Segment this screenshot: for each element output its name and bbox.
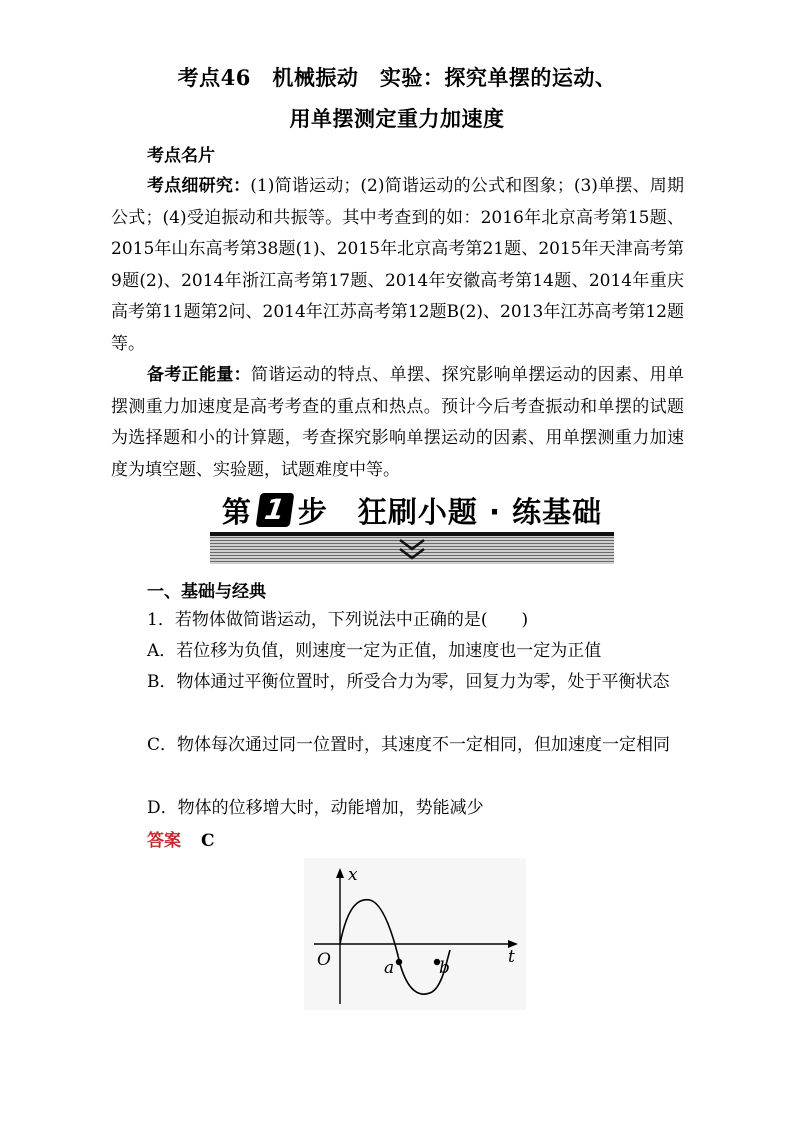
- option-c: C．物体每次通过同一位置时，其速度不一定相同，但加速度一定相同: [147, 735, 671, 755]
- intro-detail-paragraph: [111, 171, 684, 360]
- detail-text: (1)简谐运动；(2)简谐运动的公式和图象；(3)单摆、周期公式；(4)受迫振动和共振等。其中考查到的如：2016年北京高考第15题、2015年山东高考第38题(1)、2015年北京高考第21题、2015年天津高考第9题(2)、2014年浙江高考第17题、2014年安徽高考第14题、2014年重庆高考第11题第2问、2014年江苏高考第12题B(2)、2013年江苏高考第12题等。: [111, 176, 684, 354]
- point-b-label: b: [439, 958, 450, 978]
- banner-prefix: 第: [221, 494, 252, 529]
- step-number-badge: 1: [256, 493, 295, 527]
- detail-label: 考点细研究：: [147, 176, 251, 196]
- graph-background: [304, 858, 526, 1010]
- prep-label: 备考正能量：: [147, 365, 251, 385]
- x-axis-label: x: [348, 865, 358, 885]
- answer-label: 答案: [147, 831, 181, 851]
- point-a-marker: [396, 959, 402, 965]
- displacement-time-graph: [304, 858, 526, 1010]
- t-axis-label: t: [508, 947, 515, 967]
- banner-top-rule: [210, 532, 614, 536]
- option-d: D．物体的位移增大时，动能增加，势能减少: [147, 798, 484, 818]
- step-banner: [210, 486, 614, 568]
- option-b: B．物体通过平衡位置时，所受合力为零，回复力为零，处于平衡状态: [147, 672, 670, 692]
- page-title-line-1: 考点46 机械振动 实验：探究单摆的运动、: [177, 65, 617, 90]
- page-title-line-2: 用单摆测定重力加速度: [289, 106, 505, 131]
- answer-value: C: [201, 831, 215, 851]
- option-a: A．若位移为负值，则速度一定为正值，加速度也一定为正值: [147, 641, 602, 661]
- intro-label: 考点名片: [147, 146, 215, 166]
- banner-suffix: 步 狂刷小题 · 练基础: [297, 494, 603, 529]
- answer-line: [147, 826, 215, 851]
- point-a-label: a: [384, 958, 395, 978]
- double-chevron-down-icon: [397, 538, 427, 562]
- intro-prep-paragraph: [111, 360, 684, 486]
- section-heading: 一、基础与经典: [147, 582, 266, 602]
- step-banner-title: [210, 486, 614, 534]
- origin-label: O: [317, 950, 331, 970]
- prep-text: 简谐运动的特点、单摆、探究影响单摆运动的因素、用单摆测重力加速度是高考考查的重点和热点。预计今后考查振动和单摆的试题为选择题和小的计算题，考查探究影响单摆运动的因素、用单摆测重力加速度为填空题、实验题，试题难度中等。: [111, 365, 684, 480]
- question-stem: 1．若物体做简谐运动，下列说法中正确的是( ): [147, 610, 529, 630]
